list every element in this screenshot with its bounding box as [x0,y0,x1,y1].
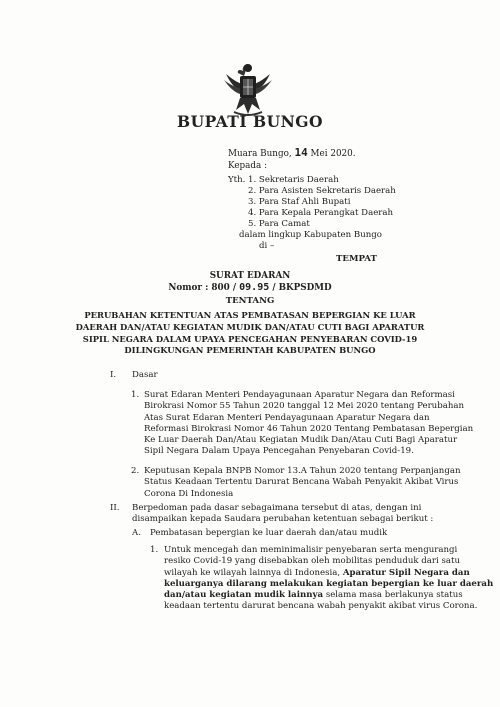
circular-number [0,282,500,293]
point-1-normal-text: wilayah ke wilayah lainnya di Indonesia, [164,567,341,578]
recipient-item: 5. Para Camat [248,219,310,229]
item-2-text [144,466,461,500]
circular-number-handwritten: 09.95 [239,282,270,293]
item-1-line: Atas Surat Edaran Menteri Pendayagunaan Aparatur Negara dan [144,412,430,423]
recipient-item: 2. Para Asisten Sekretaris Daerah [248,186,396,196]
item-2-line: Status Keadaan Tertentu Darurat Bencana Wabah Penyakit Akibat Virus [144,477,459,488]
office-title: BUPATI BUNGO [176,112,324,131]
point-1-line [164,579,493,590]
di-label: di – [259,241,275,251]
point-1-text [164,545,493,613]
subject-heading [0,310,500,357]
item-2-line: Corona Di Indonesia [144,488,234,499]
point-1-line: Untuk mencegah dan meminimalisir penyebaran serta mengurangi [164,545,458,555]
recipient-item: 4. Para Kepala Perangkat Daerah [248,208,394,218]
circular-number-prefix: Nomor : 800 / [168,283,237,293]
item-2-line: Keputusan Kepala BNPB Nomor 13.A Tahun 2020 tentang Perpanjangan [144,466,461,476]
section-ii-text [132,503,433,526]
point-1-bold-text: dan/atau kegiatan mudik lainnya [164,590,324,601]
yth-label: Yth. [228,175,246,185]
item-1-line: Sipil Negara Dalam Upaya Pencegahan Penyebaran Covid-19. [144,446,414,457]
point-1-line: resiko Covid-19 yang disebabkan oleh mobilitas penduduk dari satu [164,556,461,567]
point-1-line [164,568,493,579]
section-i-title: Dasar [132,370,158,380]
kepada-label: Kepada : [228,161,268,171]
section-ii-line: disampaikan kepada Saudara perubahan ketentuan sebagai berikut : [132,514,434,525]
item-1-text [144,390,473,458]
item-1-line: Ke Luar Daerah Dan/Atau Kegiatan Mudik Dan/Atau Cuti Bagi Aparatur [144,435,458,446]
item-1-line: Birokrasi Nomor 55 Tahun 2020 tanggal 12 Mei 2020 tentang Perubahan [144,401,465,412]
item-1-line: Reformasi Birokrasi Nomor 46 Tahun 2020 Tentang Pembatasan Bepergian [144,423,474,434]
subject-line: DAERAH DAN/ATAU KEGIATAN MUDIK DAN/ATAU CUTI BAGI APARATUR [75,321,425,332]
point-1-normal-text: selama masa berlakunya status [325,590,463,601]
section-i-number: I. [110,370,117,380]
recipient-item: 3. Para Staf Ahli Bupati [248,197,351,207]
item-1-line: Surat Edaran Menteri Pendayagunaan Aparatur Negara dan Reformasi [144,390,455,400]
point-1-number: 1. [150,545,159,555]
circular-title: SURAT EDARAN [209,271,291,281]
subject-line: DILINGKUNGAN PEMERINTAH KABUPATEN BUNGO [124,345,376,356]
sub-a-label: A. [132,528,141,538]
place-date [228,146,356,159]
section-ii-number: II. [110,503,120,513]
point-1-line: keadaan tertentu darurat bencana wabah penyakit akibat virus Corona. [164,601,478,612]
item-2-number: 2. [131,466,140,476]
point-1-bold-text: keluarganya dilarang melakukan kegiatan bepergian ke luar daerah [164,578,494,589]
recipient-list [239,175,396,241]
recipient-item: 1. Sekretaris Daerah [248,175,339,185]
point-1-line [164,590,493,601]
tempat-label: TEMPAT [336,254,377,264]
subject-line: PERUBAHAN KETENTUAN ATAS PEMBATASAN BEPERGIAN KE LUAR [84,310,416,320]
subject-line: SIPIL NEGARA DALAM UPAYA PENCEGAHAN PENYEBARAN COVID-19 [82,333,418,344]
item-1-number: 1. [131,390,140,400]
circular-number-suffix: / BKPSDMD [272,283,332,293]
point-1-bold-text: Aparatur Sipil Negara dan [342,567,470,578]
place-date-prefix: Muara Bungo, [228,149,292,159]
garuda-emblem-icon [222,60,274,120]
sub-a-text: Pembatasan bepergian ke luar daerah dan/atau mudik [150,528,388,538]
place-date-day: 14 [294,146,308,159]
tentang-label: TENTANG [225,296,275,306]
section-ii-line: Berpedoman pada dasar sebagaimana tersebut di atas, dengan ini [132,503,422,513]
place-date-suffix: Mei 2020. [310,149,356,159]
recipient-scope: dalam lingkup Kabupaten Bungo [239,230,382,240]
